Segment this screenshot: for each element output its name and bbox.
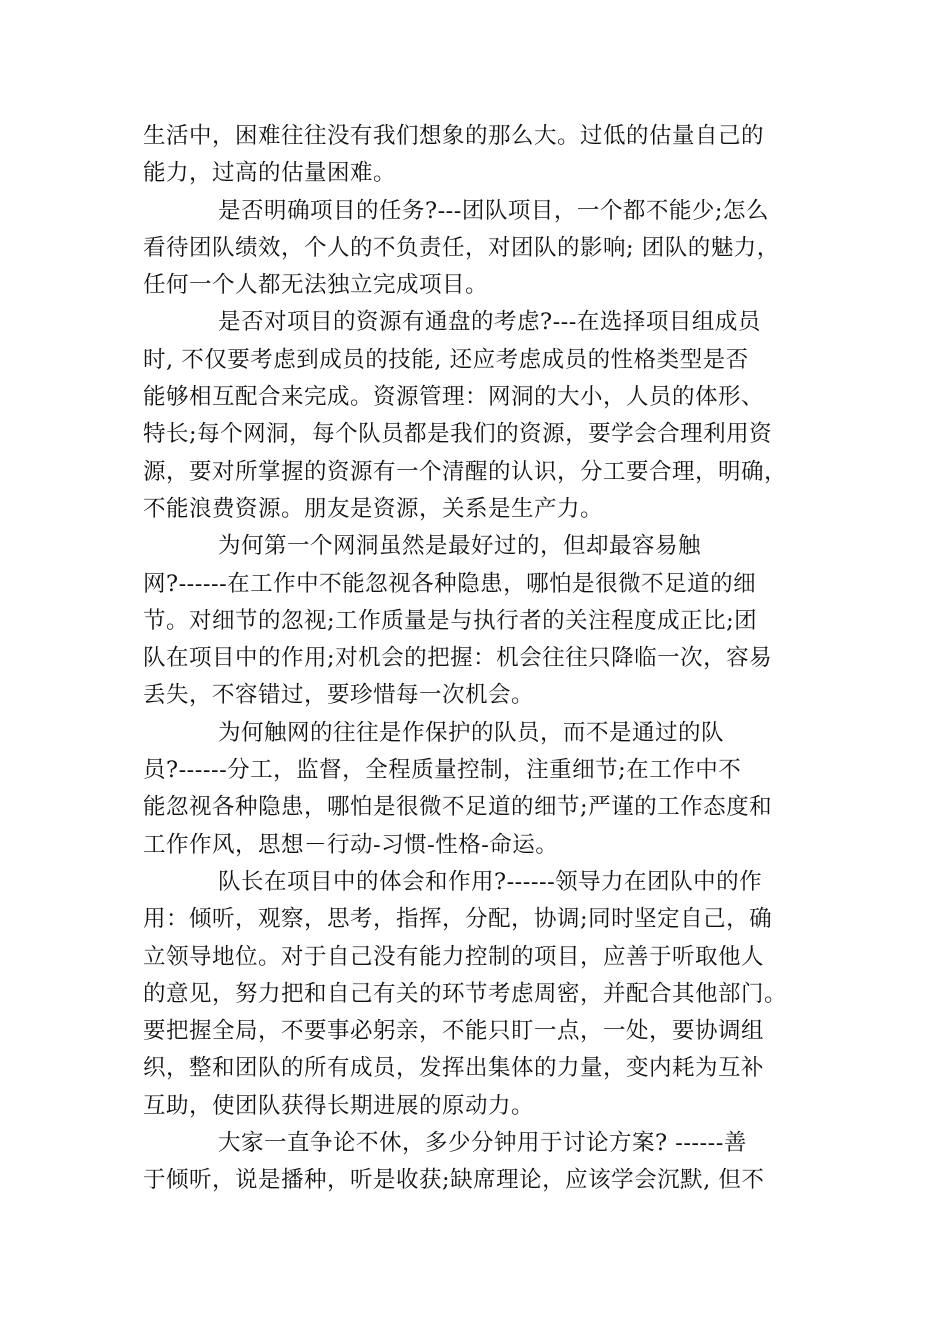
text-line: 队在项目中的作用;对机会的把握：机会往往只降临一次，容易 bbox=[143, 645, 773, 672]
text-line: 网?------在工作中不能忽视各种隐患，哪怕是很微不足道的细 bbox=[143, 570, 757, 597]
text-line: 用：倾听，观察，思考，指挥，分配，协调;同时坚定自己，确 bbox=[143, 906, 773, 933]
paragraph-first-line: 是否明确项目的任务?---团队项目，一个都不能少;怎么 bbox=[218, 197, 769, 224]
document-body bbox=[143, 118, 807, 1200]
text-line: 织，整和团队的所有成员，发挥出集体的力量，变内耗为互补 bbox=[143, 1055, 765, 1082]
text-line: 丢失，不容错过，要珍惜每一次机会。 bbox=[143, 682, 535, 709]
paragraph-first-line: 是否对项目的资源有通盘的考虑?---在选择项目组成员 bbox=[218, 309, 761, 336]
text-line: 不能浪费资源。朋友是资源，关系是生产力。 bbox=[143, 495, 604, 522]
text-line: 工作作风，思想－行动-习惯-性格-命运。 bbox=[143, 831, 559, 858]
text-line: 节。对细节的忽视;工作质量是与执行者的关注程度成正比;团 bbox=[143, 607, 758, 634]
text-line: 生活中，困难往往没有我们想象的那么大。过低的估量自己的 bbox=[143, 123, 765, 149]
paragraph-first-line: 大家一直争论不休，多少分钟用于讨论方案? ------善 bbox=[218, 1130, 747, 1157]
text-line: 的意见，努力把和自己有关的环节考虑周密，并配合其他部门。 bbox=[143, 980, 788, 1007]
text-line: 任何一个人都无法独立完成项目。 bbox=[143, 272, 489, 299]
text-line: 立领导地位。对于自己没有能力控制的项目，应善于听取他人 bbox=[143, 943, 765, 970]
text-line: 能够相互配合来完成。资源管理：网洞的大小，人员的体形、 bbox=[143, 384, 765, 411]
text-line: 于倾听，说是播种，听是收获;缺席理论，应该学会沉默, 但不 bbox=[143, 1167, 765, 1194]
paragraph-first-line: 为何触网的往往是作保护的队员，而不是通过的队 bbox=[218, 719, 725, 746]
text-line: 特长;每个网洞，每个队员都是我们的资源，要学会合理利用资 bbox=[143, 421, 773, 448]
text-line: 源，要对所掌握的资源有一个清醒的认识，分工要合理，明确， bbox=[143, 458, 788, 485]
text-line: 员?------分工，监督，全程质量控制，注重细节;在工作中不 bbox=[143, 757, 742, 784]
text-line: 互助，使团队获得长期进展的原动力。 bbox=[143, 1092, 535, 1119]
paragraph-first-line: 为何第一个网洞虽然是最好过的，但却最容易触 bbox=[218, 533, 702, 560]
text-line: 时, 不仅要考虑到成员的技能, 还应考虑成员的性格类型是否 bbox=[143, 346, 749, 373]
paragraph-first-line: 队长在项目中的体会和作用?------领导力在团队中的作 bbox=[218, 868, 763, 895]
text-line: 看待团队绩效，个人的不负责任，对团队的影响; 团队的魅力， bbox=[143, 234, 780, 261]
text-line: 要把握全局，不要事必躬亲，不能只盯一点，一处，要协调组 bbox=[143, 1018, 765, 1045]
text-line: 能力，过高的估量困难。 bbox=[143, 160, 397, 187]
text-line: 能忽视各种隐患，哪怕是很微不足道的细节;严谨的工作态度和 bbox=[143, 794, 773, 821]
